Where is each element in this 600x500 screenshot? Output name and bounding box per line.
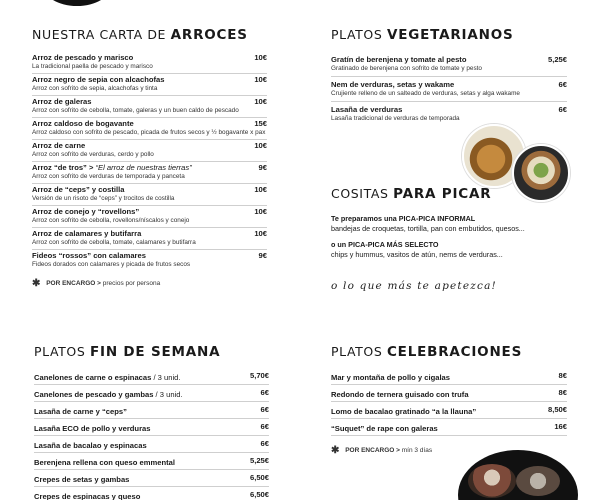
asterisk-icon: ✱ [32, 278, 41, 289]
fin-semana-item [34, 487, 269, 500]
arroz-item [32, 228, 267, 250]
item-price: 9€ [258, 251, 267, 260]
vegetariano-item [331, 52, 567, 77]
item-price: 10€ [254, 97, 267, 106]
picar-selecto: o un PICA-PICA MÁS SELECTO chips y hummus, vasitos de atún, nems de verduras... [331, 240, 503, 259]
asterisk-icon: ✱ [331, 445, 340, 456]
item-name: Lasaña de bacalao y espinacas [34, 441, 147, 450]
item-unit: / 3 unid. [153, 390, 183, 399]
celebraciones-list [331, 368, 567, 436]
item-name: Arroz negro de sepia con alcachofas [32, 75, 165, 84]
fin-semana-item [34, 402, 269, 419]
item-price: 6,50€ [249, 473, 269, 482]
item-description: Versión de un risoto de “ceps” y trocitos de costilla [32, 195, 175, 202]
arroz-item [32, 74, 267, 96]
item-description: Arroz con sofrito de cebolla, tomate, galeras y un buen caldo de pescado [32, 107, 239, 114]
vegetariano-item [331, 102, 567, 126]
vegetarianos-section [331, 27, 567, 126]
celebraciones-note: ✱ POR ENCARGO > mín 3 días [331, 445, 433, 456]
item-name: Arroz de calamares y butifarra [32, 229, 142, 238]
fin-semana-item [34, 436, 269, 453]
item-price: 8,50€ [547, 405, 567, 414]
item-description: Arroz con sofrito de cebolla, tomate, calamares y butifarra [32, 239, 196, 246]
item-description: Arroz caldoso con sofrito de pescado, picada de frutos secos y ½ bogavante x pax [32, 129, 266, 136]
fin-semana-item [34, 419, 269, 436]
item-name: Arroz de carne [32, 141, 86, 150]
item-price: 8€ [558, 388, 567, 397]
item-price: 6€ [260, 405, 269, 414]
item-name: Arroz de galeras [32, 97, 92, 106]
picar-slogan: o lo que más te apetezca! [331, 280, 497, 292]
fin-semana-section [34, 344, 269, 500]
fin-semana-title: PLATOS FIN DE SEMANA [34, 344, 221, 360]
item-name: Crepes de setas y gambas [34, 475, 130, 484]
celebration-dish-photo [458, 450, 578, 500]
item-description: Arroz con sofrito de verduras, cerdo y pollo [32, 151, 154, 158]
celebracion-item [331, 368, 567, 385]
item-price: 10€ [254, 229, 267, 238]
item-price: 10€ [254, 185, 267, 194]
item-name: Berenjena rellena con queso emmental [34, 458, 175, 467]
celebracion-item [331, 402, 567, 419]
celebracion-item [331, 385, 567, 402]
arroz-item [32, 140, 267, 162]
item-price: 10€ [254, 141, 267, 150]
item-price: 9€ [258, 163, 267, 172]
item-name: Arroz de conejo y “rovellons” [32, 207, 140, 216]
arroces-section [32, 27, 267, 289]
item-price: 6€ [558, 105, 567, 114]
item-price: 8€ [558, 371, 567, 380]
picar-informal: Te preparamos una PICA-PICA INFORMAL bandejas de croquetas, tortilla, pan con embutidos, quesos... [331, 214, 525, 233]
fin-semana-list [34, 368, 269, 500]
item-name: Lomo de bacalao gratinado “a la llauna” [331, 407, 477, 416]
item-price: 6€ [260, 422, 269, 431]
item-description: Crujiente relleno de un salteado de verduras, setas y alga wakame [331, 90, 520, 97]
arroz-item [32, 206, 267, 228]
item-name: Redondo de ternera guisado con trufa [331, 390, 469, 399]
item-name: “Suquet” de rape con galeras [331, 424, 438, 433]
item-description: Gratinado de berenjena con sofrito de tomate y pesto [331, 65, 482, 72]
item-price: 5,25€ [547, 55, 567, 64]
item-price: 5,70€ [249, 371, 269, 380]
item-name: Crepes de espinacas y queso [34, 492, 141, 500]
item-description: Fideos dorados con calamares y picada de frutos secos [32, 261, 191, 268]
item-description: Arroz con sofrito de sepia, alcachofas y tinta [32, 85, 158, 92]
fin-semana-item [34, 368, 269, 385]
arroces-note: ✱ POR ENCARGO > precios por persona [32, 278, 161, 289]
item-price: 16€ [554, 422, 567, 431]
item-price: 6€ [260, 388, 269, 397]
arroces-list [32, 52, 267, 271]
item-name: Arroz de “ceps” y costilla [32, 185, 125, 194]
item-price: 6€ [558, 80, 567, 89]
item-price: 5,25€ [249, 456, 269, 465]
item-name: Canelones de carne o espinacas / 3 unid. [34, 373, 181, 382]
item-description: Arroz con sofrito de verduras de temporada y panceta [32, 173, 185, 180]
celebraciones-section [331, 344, 567, 456]
decorative-dark-shape [42, 0, 112, 6]
item-price: 10€ [254, 75, 267, 84]
vegetariano-item [331, 77, 567, 102]
item-name: Arroz de pescado y marisco [32, 53, 134, 62]
item-name: Canelones de pescado y gambas / 3 unid. [34, 390, 183, 399]
vegetarianos-title: PLATOS VEGETARIANOS [331, 27, 514, 43]
item-description: Arroz con sofrito de cebolla, rovellons/níscalos y conejo [32, 217, 190, 224]
item-description: Lasaña tradicional de verduras de temporada [331, 115, 460, 122]
item-name: Fideos “rossos” con calamares [32, 251, 146, 260]
item-price: 15€ [254, 119, 267, 128]
fin-semana-item [34, 385, 269, 402]
fin-semana-item [34, 453, 269, 470]
item-name: Nem de verduras, setas y wakame [331, 80, 455, 89]
arroz-item [32, 162, 267, 184]
item-description: La tradicional paella de pescado y marisco [32, 63, 153, 70]
item-price: 10€ [254, 53, 267, 62]
item-name: Mar y montaña de pollo y cigalas [331, 373, 451, 382]
celebraciones-title: PLATOS CELEBRACIONES [331, 344, 523, 360]
picar-title: COSITAS PARA PICAR [331, 186, 492, 202]
picar-section [331, 186, 571, 292]
item-name: Lasaña ECO de pollo y verduras [34, 424, 151, 433]
arroz-item [32, 52, 267, 74]
item-name: Lasaña de carne y “ceps” [34, 407, 127, 416]
celebracion-item [331, 419, 567, 436]
item-name: Lasaña de verduras [331, 105, 403, 114]
arroz-item [32, 118, 267, 140]
fin-semana-item [34, 470, 269, 487]
vegetarianos-list [331, 52, 567, 126]
item-price: 6,50€ [249, 490, 269, 499]
arroz-item [32, 250, 267, 271]
item-name: Arroz caldoso de bogavante [32, 119, 134, 128]
item-name: Arroz “de tros” > “El arroz de nuestras tierras” [32, 163, 192, 172]
arroz-item [32, 184, 267, 206]
item-price: 6€ [260, 439, 269, 448]
item-name: Gratín de berenjena y tomate al pesto [331, 55, 467, 64]
arroz-item [32, 96, 267, 118]
arroces-title: NUESTRA CARTA DE ARROCES [32, 27, 248, 43]
item-unit: / 3 unid. [151, 373, 181, 382]
item-price: 10€ [254, 207, 267, 216]
